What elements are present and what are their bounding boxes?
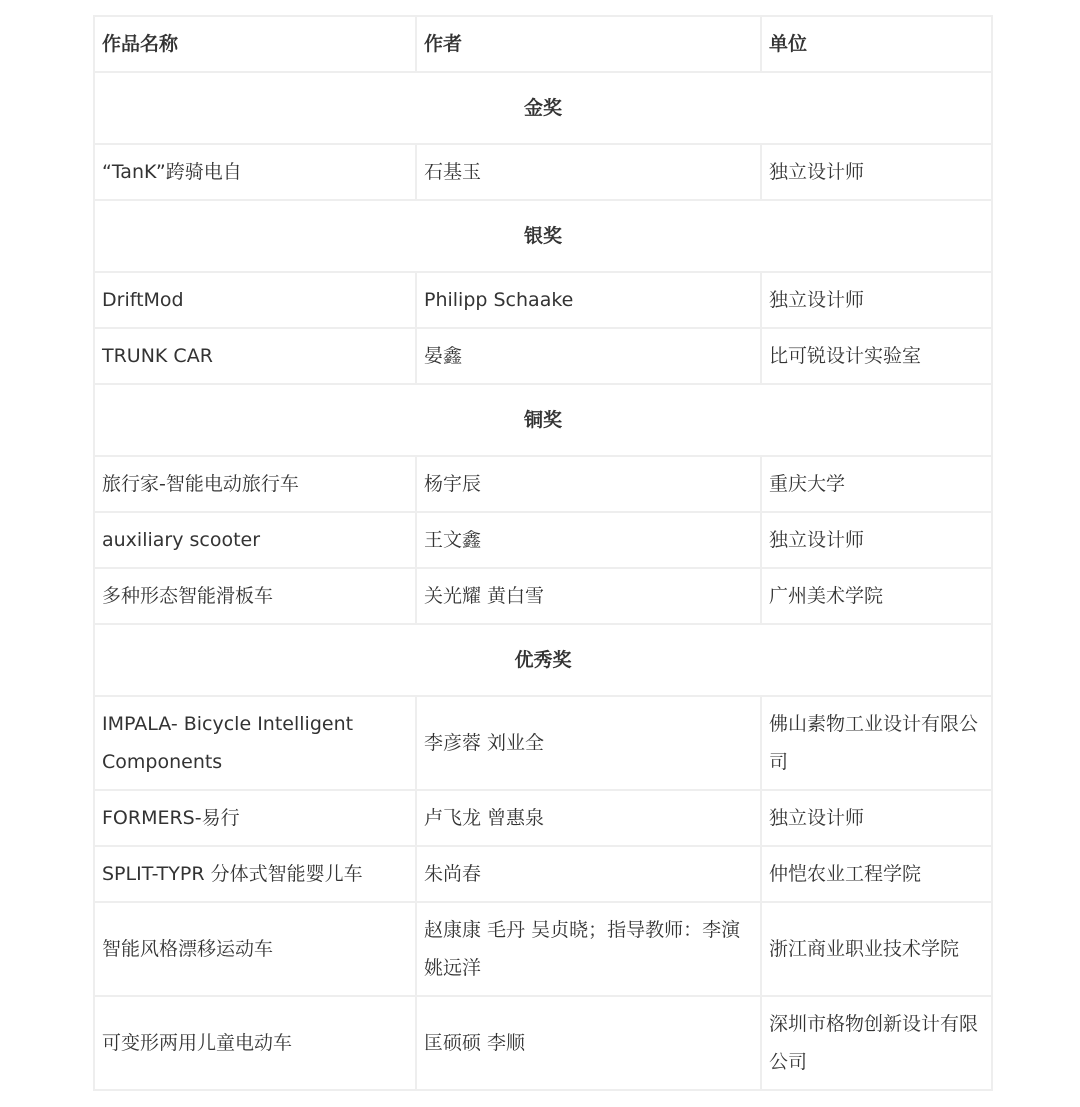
organization-cell: 佛山素物工业设计有限公司 [761, 696, 992, 790]
work-name-cell: 旅行家-智能电动旅行车 [94, 456, 416, 512]
organization-cell: 独立设计师 [761, 790, 992, 846]
table-row [94, 568, 992, 624]
header-work-name: 作品名称 [94, 16, 416, 72]
table-row [94, 846, 992, 902]
organization-cell: 独立设计师 [761, 272, 992, 328]
table-row [94, 512, 992, 568]
table-row [94, 790, 992, 846]
organization-cell: 比可锐设计实验室 [761, 328, 992, 384]
section-row-silver [94, 200, 992, 272]
author-cell: 卢飞龙 曾惠泉 [416, 790, 761, 846]
author-cell: 杨宇辰 [416, 456, 761, 512]
author-cell: 李彦蓉 刘业全 [416, 696, 761, 790]
header-organization: 单位 [761, 16, 992, 72]
table-row [94, 272, 992, 328]
organization-cell: 广州美术学院 [761, 568, 992, 624]
work-name-cell: TRUNK CAR [94, 328, 416, 384]
header-row [94, 16, 992, 72]
organization-cell: 浙江商业职业技术学院 [761, 902, 992, 996]
table-row [94, 902, 992, 996]
table-row [94, 996, 992, 1090]
table-row [94, 144, 992, 200]
work-name-cell: DriftMod [94, 272, 416, 328]
author-cell: 赵康康 毛丹 吴贞晓；指导教师：李演 姚远洋 [416, 902, 761, 996]
work-name-cell: SPLIT-TYPR 分体式智能婴儿车 [94, 846, 416, 902]
section-row-excellence [94, 624, 992, 696]
work-name-cell: auxiliary scooter [94, 512, 416, 568]
organization-cell: 重庆大学 [761, 456, 992, 512]
author-cell: 关光耀 黄白雪 [416, 568, 761, 624]
section-title-gold: 金奖 [94, 72, 992, 144]
work-name-cell: “TanK”跨骑电自 [94, 144, 416, 200]
work-name-cell: 多种形态智能滑板车 [94, 568, 416, 624]
organization-cell: 深圳市格物创新设计有限公司 [761, 996, 992, 1090]
section-title-excellence: 优秀奖 [94, 624, 992, 696]
section-title-silver: 银奖 [94, 200, 992, 272]
work-name-cell: 智能风格漂移运动车 [94, 902, 416, 996]
work-name-cell: 可变形两用儿童电动车 [94, 996, 416, 1090]
section-title-bronze: 铜奖 [94, 384, 992, 456]
table-row [94, 456, 992, 512]
work-name-cell: IMPALA- Bicycle Intelligent Components [94, 696, 416, 790]
work-name-cell: FORMERS-易行 [94, 790, 416, 846]
award-table [93, 15, 993, 1091]
author-cell: 王文鑫 [416, 512, 761, 568]
table-row [94, 696, 992, 790]
author-cell: 石基玉 [416, 144, 761, 200]
author-cell: 晏鑫 [416, 328, 761, 384]
organization-cell: 仲恺农业工程学院 [761, 846, 992, 902]
section-row-gold [94, 72, 992, 144]
author-cell: 朱尚春 [416, 846, 761, 902]
table-row [94, 328, 992, 384]
organization-cell: 独立设计师 [761, 144, 992, 200]
author-cell: 匡硕硕 李顺 [416, 996, 761, 1090]
organization-cell: 独立设计师 [761, 512, 992, 568]
author-cell: Philipp Schaake [416, 272, 761, 328]
header-author: 作者 [416, 16, 761, 72]
section-row-bronze [94, 384, 992, 456]
